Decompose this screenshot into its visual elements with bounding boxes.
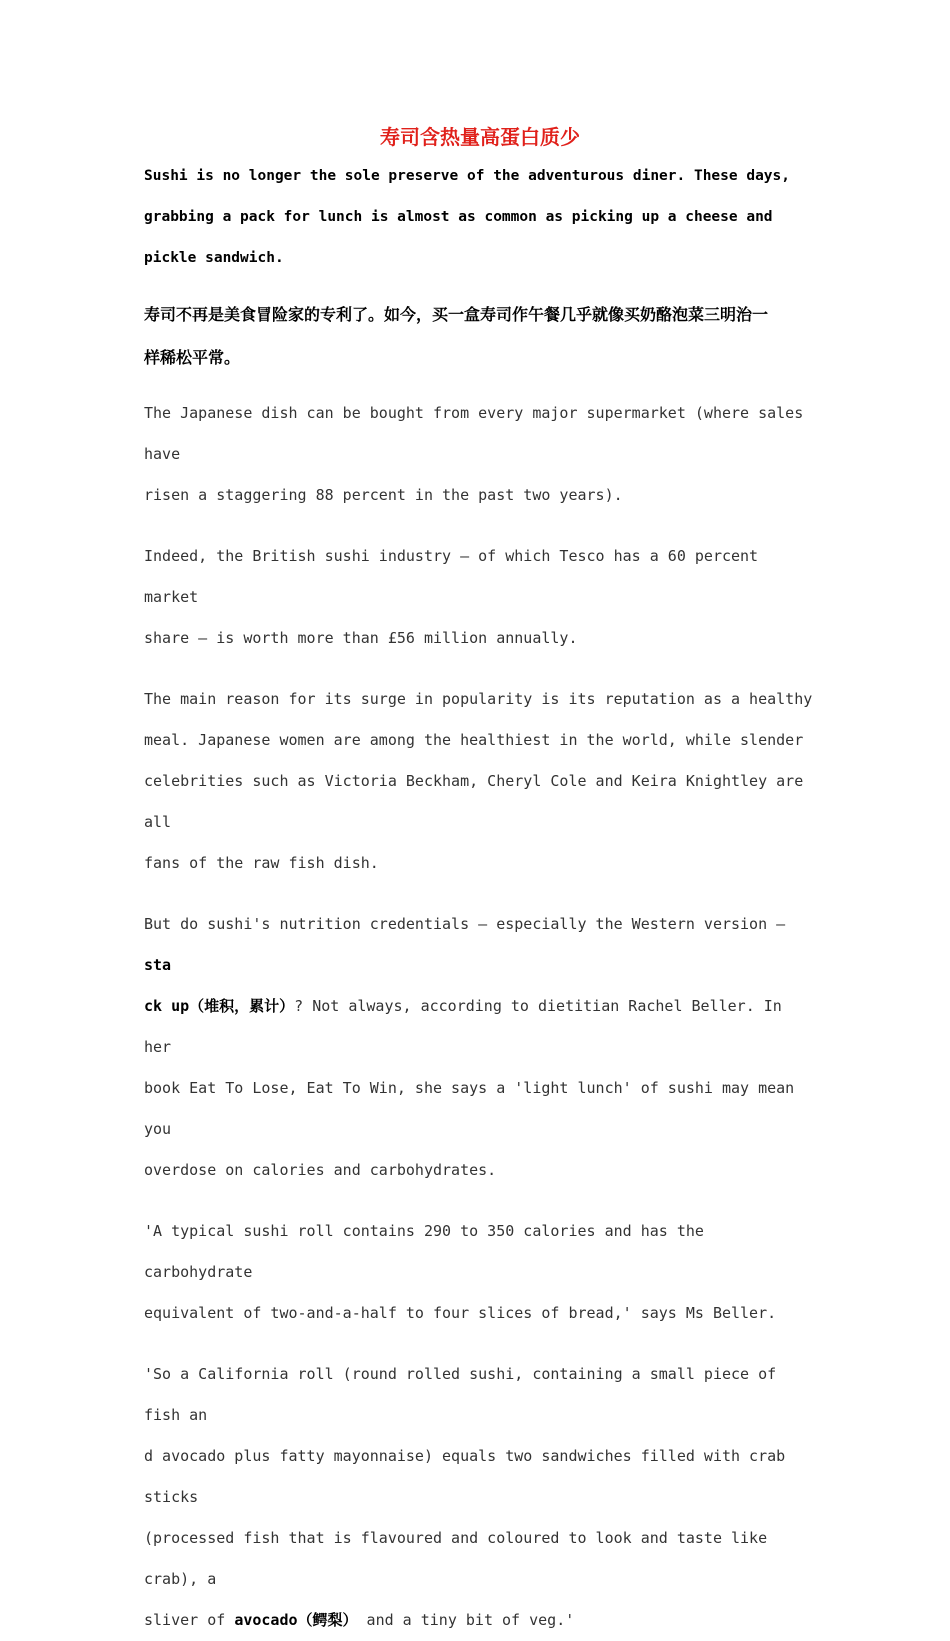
intro-english-paragraph [144, 156, 816, 279]
text-line: (processed fish that is flavoured and coloured to look and taste like crab), a [144, 1529, 777, 1588]
text-line: celebrities such as Victoria Beckham, Cheryl Cole and Keira Knightley are all [144, 772, 813, 831]
text-line: 'A typical sushi roll contains 290 to 350 calories and has the carbohydrate [144, 1222, 713, 1281]
text-span: ? Not always, according to dietitian Rachel Beller. In her [144, 997, 791, 1056]
paragraph-5 [144, 1211, 816, 1334]
bold-term: avocado（鳄梨） [234, 1611, 358, 1629]
text-line: Sushi is no longer the sole preserve of the adventurous diner. These days, [144, 168, 791, 184]
text-line [144, 986, 816, 1068]
paragraph-3 [144, 679, 816, 884]
text-line: 寿司不再是美食冒险家的专利了。如今，买一盒寿司作午餐几乎就像买奶酪泡菜三明治一 [144, 305, 769, 324]
bold-term: sta [144, 956, 172, 974]
paragraph-4 [144, 904, 816, 1191]
document-page [144, 118, 816, 1641]
text-line: 样稀松平常。 [144, 348, 241, 367]
text-line: book Eat To Lose, Eat To Win, she says a 'light lunch' of sushi may mean you [144, 1079, 804, 1138]
text-line [144, 904, 816, 986]
text-line: fans of the raw fish dish. [144, 854, 379, 872]
text-span: sliver of [144, 1611, 235, 1629]
text-line: overdose on calories and carbohydrates. [144, 1161, 497, 1179]
bold-term: ck up（堆积，累计） [144, 997, 295, 1015]
text-line: meal. Japanese women are among the healthiest in the world, while slender [144, 731, 804, 749]
paragraph-1 [144, 393, 816, 516]
text-line: risen a staggering 88 percent in the past two years). [144, 486, 623, 504]
document-title: 寿司含热量高蛋白质少 [380, 125, 580, 149]
text-line: Indeed, the British sushi industry — of which Tesco has a 60 percent market [144, 547, 768, 606]
text-span: But do sushi's nutrition credentials — especially the Western version — [144, 915, 795, 933]
text-line: pickle sandwich. [144, 250, 284, 266]
text-span: and a tiny bit of veg.' [357, 1611, 575, 1629]
text-line: The Japanese dish can be bought from every major supermarket (where sales have [144, 404, 813, 463]
text-line: share — is worth more than £56 million annually. [144, 629, 578, 647]
text-line: grabbing a pack for lunch is almost as common as picking up a cheese and [144, 209, 773, 225]
intro-chinese-paragraph [144, 293, 816, 379]
text-line: equivalent of two-and-a-half to four slices of bread,' says Ms Beller. [144, 1304, 777, 1322]
paragraph-6 [144, 1354, 816, 1641]
text-line: d avocado plus fatty mayonnaise) equals two sandwiches filled with crab sticks [144, 1447, 795, 1506]
paragraph-2 [144, 536, 816, 659]
text-line: The main reason for its surge in popularity is its reputation as a healthy [144, 690, 813, 708]
text-line: 'So a California roll (round rolled sushi, containing a small piece of fish an [144, 1365, 786, 1424]
text-line [144, 1600, 816, 1641]
